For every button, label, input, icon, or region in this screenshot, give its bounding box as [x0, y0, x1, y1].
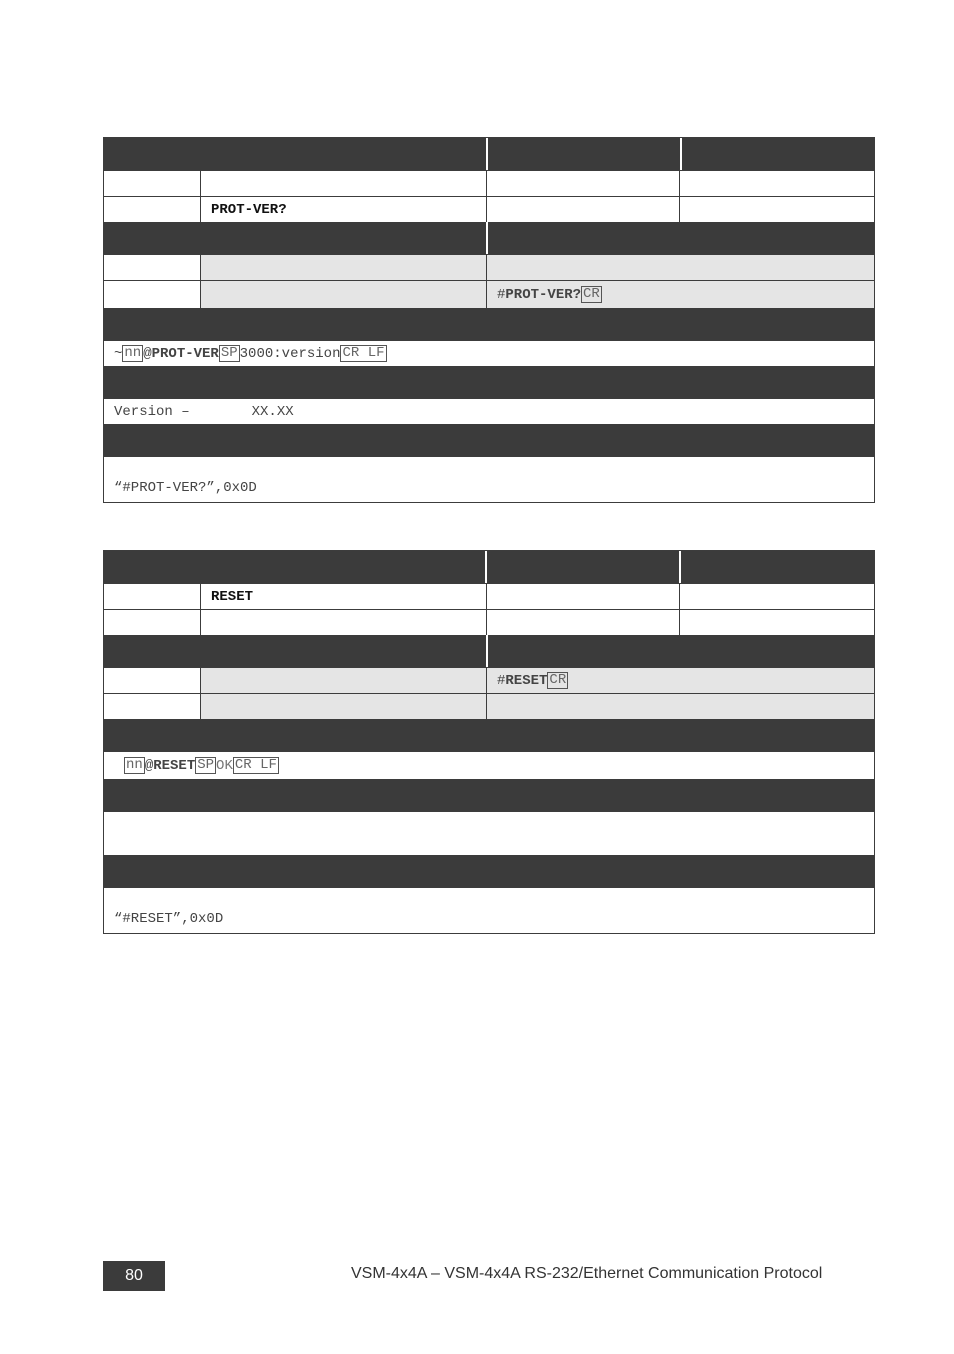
footer-title: VSM-4x4A – VSM-4x4A RS-232/Ethernet Communication Protocol: [351, 1265, 823, 1282]
command-name: PROT-VER?: [211, 201, 287, 218]
header-row: [104, 138, 874, 170]
hex-example: “#RESET”,0x0D: [114, 911, 224, 927]
get-row: [104, 196, 874, 222]
set-syntax-row: [104, 254, 874, 280]
response-row: ~ nn @ PROT-VER SP 3000:version CR LF: [104, 340, 874, 366]
set-row: [104, 170, 874, 196]
syntax-header: [104, 635, 874, 667]
response-header: [104, 308, 874, 340]
get-syntax-row: [104, 693, 874, 719]
response-command: RESET: [153, 757, 196, 774]
get-row: [104, 609, 874, 635]
syntax-header: [104, 222, 874, 254]
params-row: Version – XX.XX: [104, 398, 874, 424]
response-row: nn @ RESET SP OK CR LF: [104, 751, 874, 779]
example-row: [104, 456, 874, 502]
hex-example: “#PROT-VER?”,0x0D: [114, 480, 257, 496]
cr-box: CR: [549, 672, 567, 688]
response-header: [104, 719, 874, 751]
example-command: PROT-VER?: [505, 286, 582, 303]
example-header: [104, 424, 874, 456]
get-syntax-row: # PROT-VER? CR: [104, 280, 874, 308]
params-header: [104, 366, 874, 398]
example-command: RESET: [505, 672, 548, 689]
command-name: RESET: [211, 588, 254, 605]
cr-box: CR: [583, 286, 600, 302]
header-row: [104, 551, 874, 583]
set-syntax-row: # RESET CR: [104, 667, 874, 693]
set-row: [104, 583, 874, 609]
params-header: [104, 779, 874, 811]
params-row: [104, 811, 874, 855]
page-number: 80: [103, 1261, 165, 1291]
example-row: [104, 887, 874, 933]
prot-ver-table: [103, 137, 875, 503]
reset-table: [103, 550, 875, 934]
response-command: PROT-VER: [151, 345, 219, 362]
example-header: [104, 855, 874, 887]
